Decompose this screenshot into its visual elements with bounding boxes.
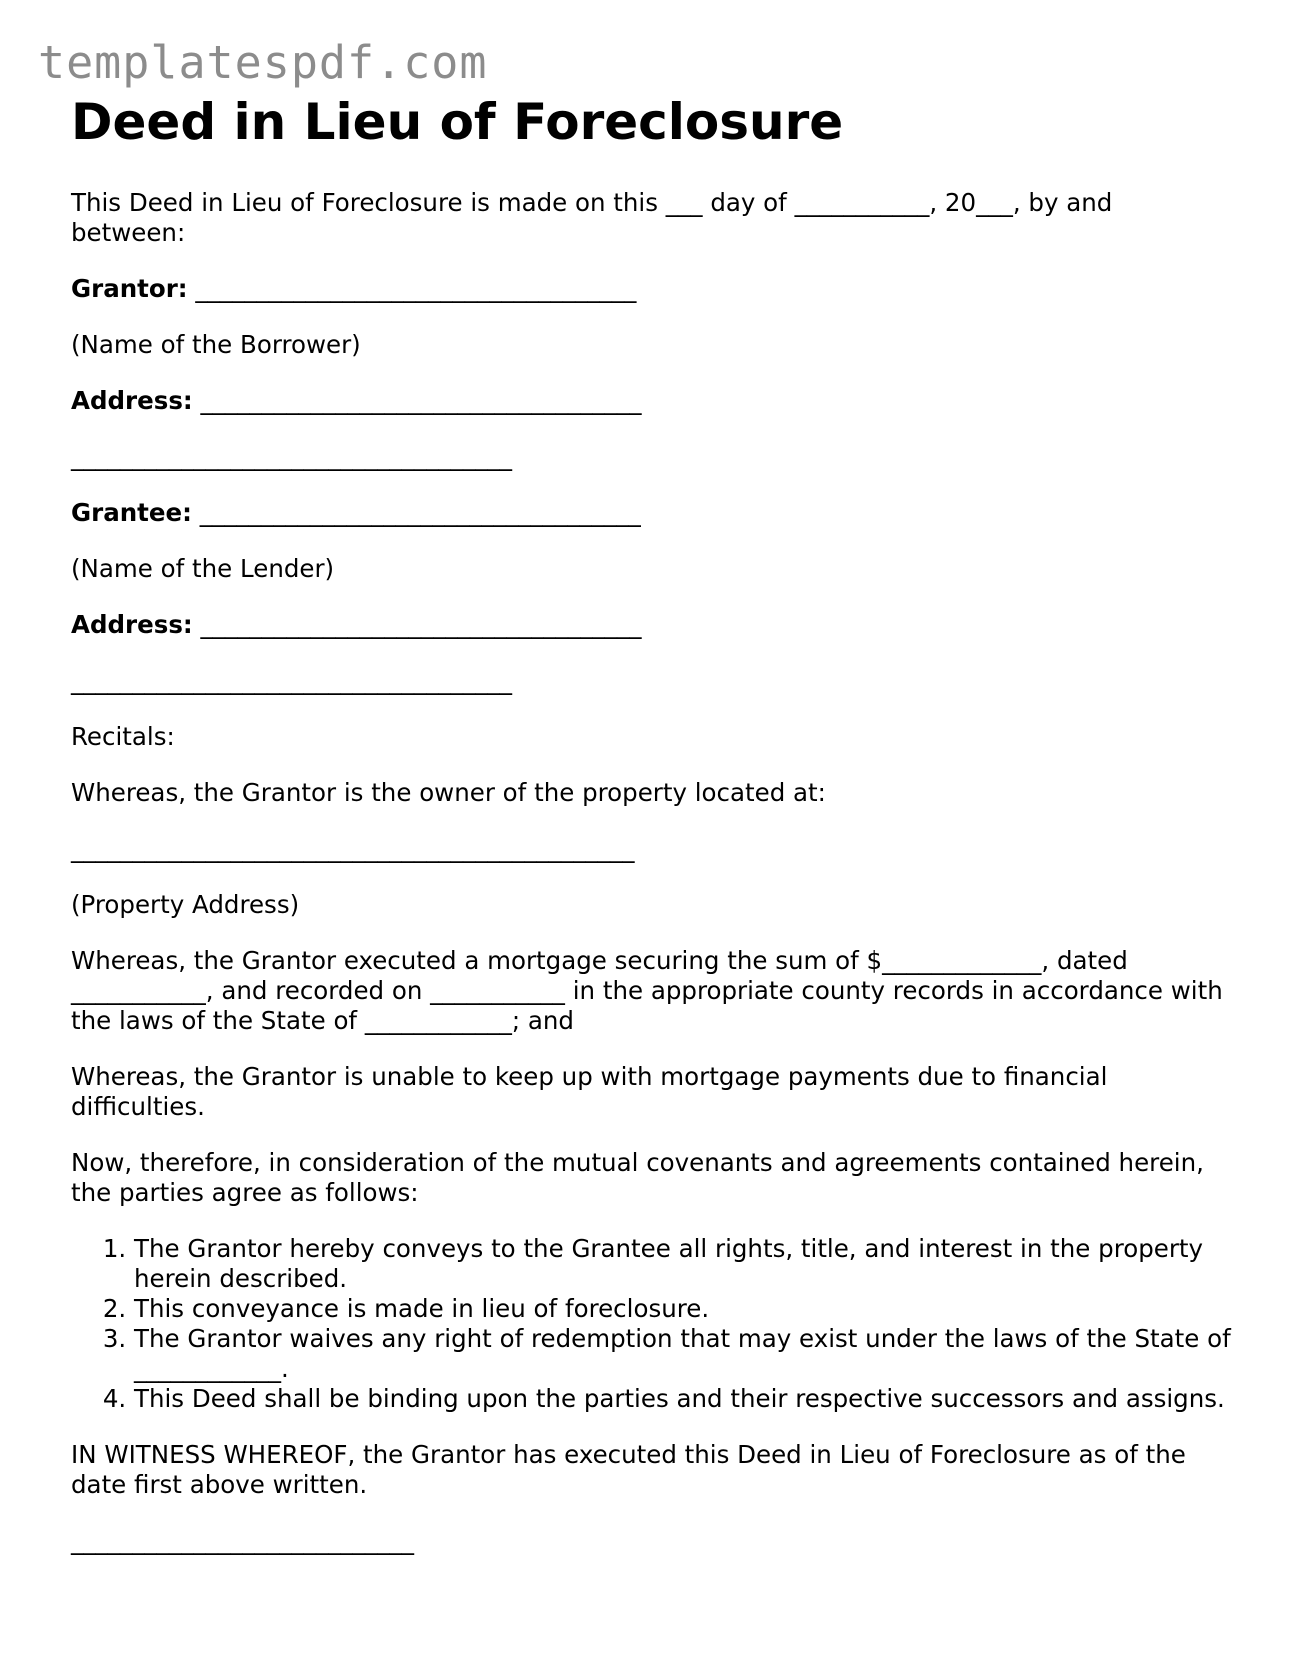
- terms-list: [71, 1234, 1231, 1414]
- witness-paragraph: IN WITNESS WHEREOF, the Grantor has executed this Deed in Lieu of Foreclosure as of the date first above written.: [71, 1440, 1186, 1499]
- grantor-address-line: [71, 386, 1231, 416]
- grantor-note: (Name of the Borrower): [71, 330, 361, 359]
- whereas-unable-paragraph: Whereas, the Grantor is unable to keep up with mortgage payments due to financial difficulties.: [71, 1062, 1108, 1121]
- grantee-label: Grantee:: [71, 498, 192, 527]
- grantor-address-label: Address:: [71, 386, 193, 415]
- term-item: 1. The Grantor hereby conveys to the Grantee all rights, title, and interest in the property herein described.: [134, 1234, 1231, 1294]
- recitals-heading: Recitals:: [71, 722, 175, 751]
- grantee-address-line2: ____________________________________: [71, 666, 512, 695]
- now-therefore-paragraph: Now, therefore, in consideration of the mutual covenants and agreements contained herein, the parties agree as follows:: [71, 1148, 1204, 1207]
- whereas-mortgage-paragraph: Whereas, the Grantor executed a mortgage securing the sum of $_____________, dated ___________, and recorded on ___________ in the appropriate county records in accordance with the laws of the State of ____________; and: [71, 946, 1223, 1035]
- grantee-note: (Name of the Lender): [71, 554, 335, 583]
- grantor-address-line2: ____________________________________: [71, 442, 512, 471]
- intro-paragraph: This Deed in Lieu of Foreclosure is made on this ___ day of ___________, 20___, by and between:: [71, 188, 1113, 247]
- term-item: 4. This Deed shall be binding upon the parties and their respective successors and assigns.: [134, 1384, 1231, 1414]
- grantee-line: [71, 498, 1231, 528]
- signature-line: ____________________________: [71, 1526, 414, 1555]
- document-body: [71, 92, 1231, 1582]
- property-address-note: (Property Address): [71, 890, 300, 919]
- property-address-blank: ______________________________________________: [71, 834, 635, 863]
- grantor-label: Grantor:: [71, 274, 188, 303]
- grantor-address-blank: ____________________________________: [200, 386, 642, 415]
- watermark: templatespdf.com: [38, 36, 488, 89]
- grantee-blank: ____________________________________: [199, 498, 641, 527]
- grantor-line: [71, 274, 1231, 304]
- whereas-owner-paragraph: Whereas, the Grantor is the owner of the property located at:: [71, 778, 826, 807]
- term-item: 3. The Grantor waives any right of redemption that may exist under the laws of the State of ____________.: [134, 1324, 1231, 1384]
- term-item: 2. This conveyance is made in lieu of foreclosure.: [134, 1294, 1231, 1324]
- grantor-blank: ____________________________________: [195, 274, 637, 303]
- grantee-address-line: [71, 610, 1231, 640]
- document-title: Deed in Lieu of Foreclosure: [71, 93, 844, 151]
- grantee-address-blank: ____________________________________: [200, 610, 642, 639]
- grantee-address-label: Address:: [71, 610, 193, 639]
